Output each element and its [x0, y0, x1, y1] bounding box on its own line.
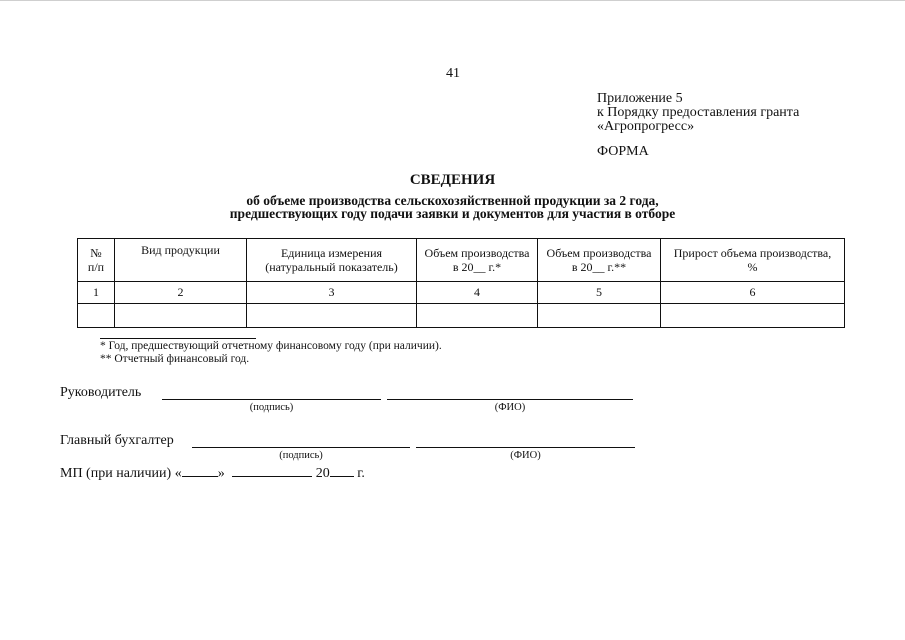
- year-suffix: г.: [357, 466, 365, 481]
- header-cell-volume-report: Объем производства в 20__ г.**: [538, 239, 661, 282]
- production-table: [77, 238, 845, 328]
- document-subtitle: [0, 194, 905, 220]
- table-header-row: [78, 239, 845, 282]
- header-cell-growth: Прирост объема производства, %: [661, 239, 845, 282]
- table-cell: [417, 304, 538, 328]
- director-name-line: [387, 399, 633, 400]
- table-cell: 6: [661, 282, 845, 304]
- header-cell-unit: Единица измерения (натуральный показатель): [247, 239, 417, 282]
- appendix-line-1: Приложение 5: [597, 91, 683, 106]
- table-row: [78, 282, 845, 304]
- subtitle-line-2: предшествующих году подачи заявки и документов для участия в отборе: [229, 206, 676, 221]
- footnote-2: ** Отчетный финансовый год.: [100, 353, 250, 365]
- header-cell-product-type: Вид продукции: [115, 239, 247, 282]
- appendix-note: [597, 92, 799, 134]
- director-label: Руководитель: [60, 385, 142, 400]
- top-edge-rule: [0, 0, 905, 1]
- stamp-date-row: [60, 464, 365, 482]
- year-prefix: 20: [315, 466, 330, 481]
- accountant-name-line: [416, 447, 635, 448]
- table-cell: 2: [115, 282, 247, 304]
- accountant-signature-line: [192, 447, 410, 448]
- form-label: ФОРМА: [597, 144, 649, 159]
- stamp-label: МП (при наличии) «: [60, 466, 182, 481]
- document-title: СВЕДЕНИЯ: [409, 172, 496, 188]
- appendix-line-3: «Агропрогресс»: [597, 119, 695, 134]
- header-cell-volume-prev: Объем производства в 20__ г.*: [417, 239, 538, 282]
- table-cell: 1: [78, 282, 115, 304]
- page-number: 41: [446, 66, 460, 81]
- table-cell: [538, 304, 661, 328]
- accountant-name-caption: (ФИО): [510, 450, 541, 461]
- footnote-1: * Год, предшествующий отчетному финансовому году (при наличии).: [100, 340, 442, 352]
- quote-close: »: [217, 466, 225, 481]
- appendix-line-2: к Порядку предоставления гранта: [597, 105, 800, 120]
- footnotes: [100, 340, 442, 366]
- director-signature-caption: (подпись): [249, 402, 294, 413]
- accountant-signature-caption: (подпись): [279, 450, 323, 461]
- table-cell: [247, 304, 417, 328]
- day-blank: [182, 464, 218, 477]
- month-blank: [232, 464, 312, 477]
- director-name-caption: (ФИО): [494, 402, 526, 413]
- accountant-label: Главный бухгалтер: [60, 433, 174, 448]
- subtitle-line-1: об объеме производства сельскохозяйственной продукции за 2 года,: [246, 193, 659, 208]
- header-cell-number: № п/п: [78, 239, 115, 282]
- table-cell: 4: [417, 282, 538, 304]
- table-cell: [661, 304, 845, 328]
- table-cell: [115, 304, 247, 328]
- table-cell: 5: [538, 282, 661, 304]
- year-blank: [330, 464, 354, 477]
- director-signature-line: [162, 399, 381, 400]
- table-row: [78, 304, 845, 328]
- table-cell: 3: [247, 282, 417, 304]
- table-cell: [78, 304, 115, 328]
- footnote-divider: [100, 338, 256, 339]
